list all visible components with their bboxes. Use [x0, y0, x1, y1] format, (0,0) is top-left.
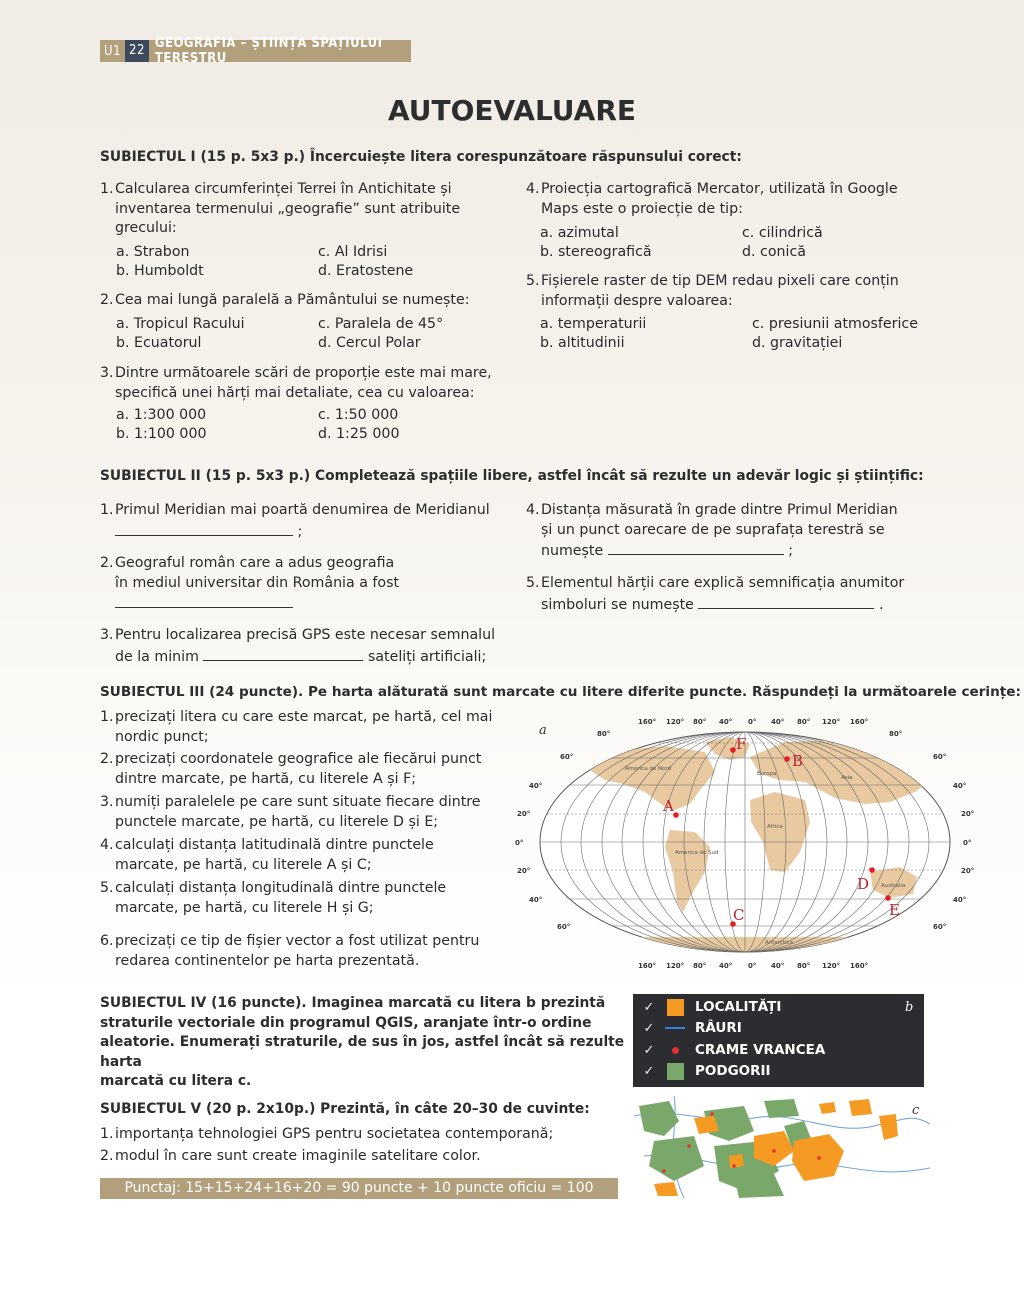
s3-item-1-line2: nordic punct; [115, 728, 209, 745]
s2-q5-end: . [878, 596, 884, 613]
s1-q2-option-c[interactable]: c. Paralela de 45° [318, 316, 444, 332]
s1-q4-option-b[interactable]: b. stereografică [540, 244, 652, 260]
checkbox-icon[interactable]: ✓ [643, 999, 655, 1015]
s5-item-2 [100, 1147, 620, 1167]
point-D-label: D [857, 875, 870, 893]
s3-item-4-number: 4. [100, 837, 114, 853]
s5-item-1-text: importanța tehnologiei GPS pentru societatea contemporană; [115, 1126, 554, 1142]
s4-line2: straturile vectoriale din programul QGIS, aranjate într-o ordine [100, 1014, 592, 1031]
s3-item-3-line2: punctele marcate, pe hartă, cu literele D și E; [115, 813, 439, 830]
s3-item-1-line1: precizați litera cu care este marcat, pe hartă, cel mai [115, 709, 493, 725]
s4-line4: marcată cu litera c. [100, 1073, 252, 1089]
page-title: AUTOEVALUARE [387, 94, 637, 127]
point-E-marker [885, 895, 891, 901]
s4-line3: aleatorie. Enumerați straturile, de sus în jos, astfel încât să rezulte harta [100, 1034, 625, 1070]
s1-q3-number: 3. [100, 365, 114, 381]
lon-top-4: 40° [719, 718, 733, 726]
s3-item-2-line1: precizați coordonatele geografice ale fiecărui punct [115, 751, 482, 767]
s3-item-2-line2: dintre marcate, pe hartă, cu literele A și F; [115, 770, 417, 787]
s1-q2-line1: Cea mai lungă paralelă a Pământului se numește: [115, 292, 470, 308]
s1-q3 [100, 364, 520, 403]
lat-left-80: 80° [597, 730, 611, 738]
lat-left-60s: 60° [557, 923, 571, 931]
s1-q4-option-a[interactable]: a. azimutal [540, 225, 619, 241]
s2-q2-blank[interactable] [115, 593, 293, 608]
layer-label: LOCALITĂȚI [695, 999, 782, 1015]
lon-bottom-1: 160° [638, 962, 657, 970]
s2-q5-blank[interactable] [698, 594, 874, 609]
s2-q2 [100, 554, 520, 615]
line-blue-icon [665, 1020, 685, 1037]
s3-item-4 [100, 836, 510, 875]
s2-q3-number: 3. [100, 627, 114, 643]
checkbox-icon[interactable]: ✓ [643, 1042, 655, 1058]
s3-item-3-number: 3. [100, 794, 114, 810]
s2-q3-line1: Pentru localizarea precisă GPS este necesar semnalul [115, 627, 496, 643]
page-header [100, 36, 411, 66]
lat-right-20s: 20° [961, 867, 975, 875]
lon-bottom-3: 80° [693, 962, 707, 970]
s2-q4-end: ; [788, 543, 794, 559]
lon-bottom-6: 40° [771, 962, 785, 970]
s5-item-2-number: 2. [100, 1148, 114, 1164]
point-E-label: E [889, 901, 900, 919]
s2-q5-number: 5. [526, 575, 540, 591]
s5-heading: SUBIECTUL V (20 p. 2x10p.) Prezintă, în câte 20–30 de cuvinte: [100, 1101, 590, 1117]
s1-q1-line1: Calcularea circumferinței Terrei în Antichitate și [115, 181, 452, 197]
lon-bottom-8: 120° [822, 962, 841, 970]
s2-q5 [526, 574, 956, 615]
s2-q4-number: 4. [526, 502, 540, 518]
s1-q2-option-b[interactable]: b. Ecuatorul [116, 335, 202, 351]
s1-q5-line2: informații despre valoarea: [541, 292, 733, 309]
point-A-label: A [663, 797, 674, 815]
lon-top-5: 0° [748, 718, 757, 726]
s1-q4-line2: Maps este o proiecție de tip: [541, 200, 743, 217]
s5-item-1 [100, 1125, 620, 1145]
layer-label: RÂURI [695, 1020, 742, 1036]
s3-item-1-number: 1. [100, 709, 114, 725]
lon-top-8: 120° [822, 718, 841, 726]
layer-podgorii[interactable] [633, 1060, 771, 1082]
s1-q3-option-c[interactable]: c. 1:50 000 [318, 407, 399, 423]
point-A-marker [673, 812, 679, 818]
s1-q4 [526, 180, 946, 219]
s3-item-2 [100, 750, 510, 789]
lon-top-2: 120° [666, 718, 685, 726]
layer-rauri[interactable] [633, 1017, 742, 1039]
s1-q1-number: 1. [100, 181, 114, 197]
lat-left-0: 0° [515, 839, 524, 847]
s3-item-5-line1: calculați distanța longitudinală dintre punctele [115, 880, 447, 896]
s1-q3-option-a[interactable]: a. 1:300 000 [116, 407, 207, 423]
layer-crame-vrancea[interactable] [633, 1039, 825, 1061]
s1-q3-line2: specifică unei hărți mai detaliate, cea cu valoarea: [115, 384, 475, 401]
lon-bottom-7: 80° [797, 962, 811, 970]
world-map [505, 712, 975, 974]
s1-q5-option-d[interactable]: d. gravitației [752, 335, 843, 351]
s2-q4-blank[interactable] [608, 540, 784, 555]
s2-q1-number: 1. [100, 502, 114, 518]
s2-q3-blank[interactable] [203, 646, 363, 661]
s3-item-3 [100, 793, 510, 832]
s1-q4-line1: Proiecția cartografică Mercator, utilizată în Google [541, 181, 898, 197]
continent-europe: Europa [757, 771, 777, 777]
lon-bottom-2: 120° [666, 962, 685, 970]
s2-q3-post: sateliți artificiali; [367, 648, 487, 665]
s3-item-5-line2: marcate, pe hartă, cu literele H și G; [115, 899, 374, 916]
s1-q2-number: 2. [100, 292, 114, 308]
s2-q4-pre: numește [541, 543, 604, 559]
lat-right-60: 60° [933, 753, 947, 761]
point-D-marker [869, 867, 875, 873]
s3-item-1 [100, 708, 510, 747]
s1-q1 [100, 180, 520, 239]
polygon-green-icon [665, 1063, 685, 1080]
s2-q4-line2: și un punct oarecare de pe suprafața terestră se [541, 521, 885, 538]
s1-q4-number: 4. [526, 181, 540, 197]
checkbox-icon[interactable]: ✓ [643, 1063, 655, 1079]
s2-q1-blank[interactable] [115, 521, 293, 536]
s1-q5-option-a[interactable]: a. temperaturii [540, 316, 647, 332]
lon-top-9: 160° [850, 718, 869, 726]
continent-antarctica: Antarctica [765, 940, 794, 946]
s5-item-1-number: 1. [100, 1126, 114, 1142]
unit-label: U1 [104, 43, 122, 59]
s2-q3-pre: de la minim [115, 648, 199, 665]
point-F-label: F [736, 735, 747, 753]
s2-q1 [100, 501, 520, 542]
layer-label: CRAME VRANCEA [695, 1042, 826, 1058]
lat-left-40s: 40° [529, 896, 543, 904]
point-red-icon [665, 1042, 685, 1059]
s1-q1-option-b[interactable]: b. Humboldt [116, 263, 204, 279]
page-number: 22 [125, 40, 149, 62]
s2-q4-line1: Distanța măsurată în grade dintre Primul Meridian [541, 502, 898, 518]
point-B-label: B [792, 752, 804, 770]
s1-q4-option-d[interactable]: d. conică [742, 244, 806, 260]
s1-q1-line2: inventarea termenului „geografie” sunt atribuite [115, 200, 461, 217]
lat-right-20n: 20° [961, 810, 975, 818]
lon-top-7: 80° [797, 718, 811, 726]
s1-q3-option-d[interactable]: d. 1:25 000 [318, 426, 400, 442]
s3-item-6 [100, 932, 510, 971]
s2-q1-end: ; [297, 523, 303, 540]
lon-bottom-4: 40° [719, 962, 733, 970]
s2-q3 [100, 626, 520, 667]
s1-heading: SUBIECTUL I (15 p. 5x3 p.) Încercuiește litera corespunzătoare răspunsului corect: [100, 149, 742, 165]
qgis-layers-panel [633, 994, 924, 1087]
map-label-a: a [539, 723, 547, 738]
s3-item-5 [100, 879, 510, 918]
s1-q3-option-b[interactable]: b. 1:100 000 [116, 426, 207, 442]
s1-q5 [526, 272, 946, 311]
s1-q2-option-d[interactable]: d. Cercul Polar [318, 335, 421, 351]
s3-item-4-line1: calculați distanța latitudinală dintre punctele [115, 837, 434, 853]
s1-q1-option-c[interactable]: c. Al Idrisi [318, 244, 388, 260]
point-B-marker [784, 756, 790, 762]
point-C-label: C [733, 906, 745, 924]
lat-right-60s: 60° [933, 923, 947, 931]
polygon-orange-icon [665, 999, 685, 1016]
lon-bottom-5: 0° [748, 962, 757, 970]
s1-q3-line1: Dintre următoarele scări de proporție este mai mare, [115, 365, 492, 381]
lat-left-40: 40° [529, 782, 543, 790]
s1-q4-option-c[interactable]: c. cilindrică [742, 225, 823, 241]
chapter-title: GEOGRAFIA – ȘTIINȚA SPAȚIULUI TERESTRU [154, 36, 383, 66]
checkbox-icon[interactable]: ✓ [643, 1020, 655, 1036]
score-bar: Punctaj: 15+15+24+16+20 = 90 puncte + 10 puncte oficiu = 100 puncte [100, 1178, 618, 1199]
s1-q5-option-b[interactable]: b. altitudinii [540, 335, 625, 351]
layer-localitati[interactable] [633, 996, 781, 1018]
lat-left-20n: 20° [517, 810, 531, 818]
s1-q1-option-d[interactable]: d. Eratostene [318, 263, 414, 279]
s1-q2 [100, 291, 520, 311]
lat-right-0: 0° [963, 839, 972, 847]
vrancea-map [634, 1096, 930, 1198]
continent-asia: Asia [841, 775, 853, 781]
s2-q5-pre: simboluri se numește [541, 596, 694, 613]
s3-item-6-line1: precizați ce tip de fișier vector a fost utilizat pentru [115, 933, 480, 949]
lon-top-3: 80° [693, 718, 707, 726]
continent-south-america: America de Sud [675, 850, 719, 856]
s3-item-5-number: 5. [100, 880, 114, 896]
lon-top-6: 40° [771, 718, 785, 726]
lat-right-80: 80° [889, 730, 903, 738]
continent-australia: Australia [881, 883, 906, 889]
s2-q5-line1: Elementul hărții care explică semnificația anumitor [541, 575, 905, 591]
lat-left-20s: 20° [517, 867, 531, 875]
lat-left-60: 60° [560, 753, 574, 761]
legend-label-b: b [905, 1000, 914, 1015]
continent-africa: Africa [767, 824, 783, 830]
point-F-marker [730, 747, 736, 753]
s3-item-2-number: 2. [100, 751, 114, 767]
s2-q2-line1: Geograful român care a adus geografia [115, 555, 395, 571]
s1-q1-option-a[interactable]: a. Strabon [116, 244, 190, 260]
lat-right-40s: 40° [953, 896, 967, 904]
s2-heading: SUBIECTUL II (15 p. 5x3 p.) Completează spațiile libere, astfel încât să rezulte un adevăr logic și științific: [100, 468, 924, 484]
s3-item-6-line2: redarea continentelor pe harta prezentată. [115, 952, 420, 969]
layer-label: PODGORII [695, 1063, 771, 1079]
s3-item-4-line2: marcate, pe hartă, cu literele A și C; [115, 856, 372, 873]
lon-bottom-9: 160° [850, 962, 869, 970]
s1-q1-line3: grecului: [115, 220, 177, 236]
s4-text [100, 994, 630, 1092]
s3-item-6-number: 6. [100, 933, 114, 949]
s3-heading: SUBIECTUL III (24 puncte). Pe harta alăturată sunt marcate cu litere diferite puncte. Răspundeți la următoarele cerințe: [100, 684, 1021, 700]
s2-q2-line2: în mediul universitar din România a fost [115, 574, 400, 591]
s2-q1-line1: Primul Meridian mai poartă denumirea de Meridianul [115, 502, 490, 518]
s3-item-3-line1: numiți paralelele pe care sunt situate fiecare dintre [115, 794, 481, 810]
s5-item-2-text: modul în care sunt create imaginile satelitare color. [115, 1148, 481, 1164]
lon-top-1: 160° [638, 718, 657, 726]
s1-q2-option-a[interactable]: a. Tropicul Racului [116, 316, 245, 332]
continent-north-america: America de Nord [625, 766, 672, 772]
s1-q5-line1: Fișierele raster de tip DEM redau pixeli care conțin [541, 273, 899, 289]
s2-q2-number: 2. [100, 555, 114, 571]
lat-right-40: 40° [953, 782, 967, 790]
s2-q4 [526, 501, 956, 562]
s1-q5-number: 5. [526, 273, 540, 289]
map-label-c: c [912, 1103, 920, 1118]
s1-q5-option-c[interactable]: c. presiunii atmosferice [752, 316, 918, 332]
s4-line1: SUBIECTUL IV (16 puncte). Imaginea marcată cu litera b prezintă [100, 995, 606, 1011]
